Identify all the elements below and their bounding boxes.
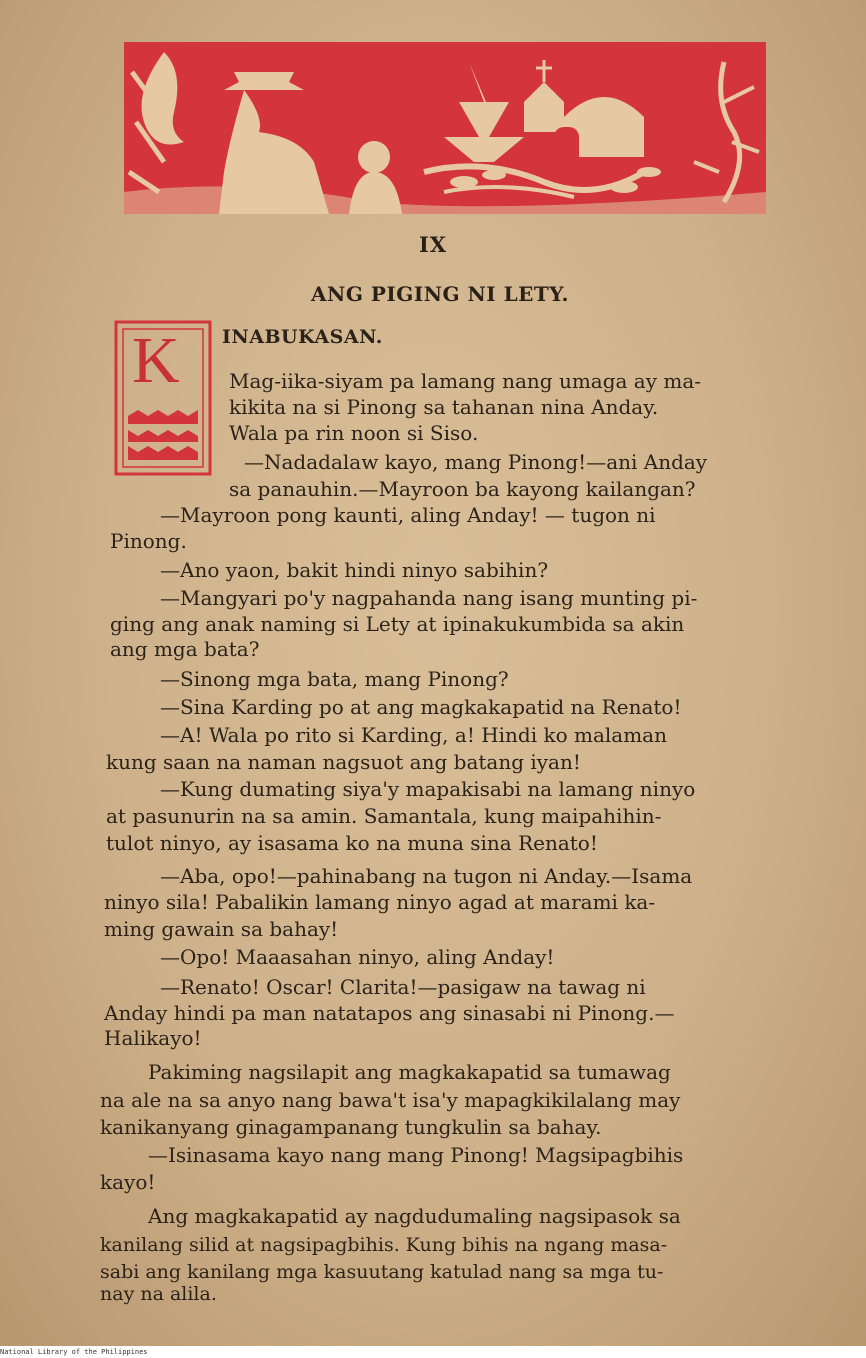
footer-credit: National Library of the Philippines (0, 1348, 148, 1356)
dropcap-letter: K (132, 324, 180, 397)
text-line: —A! Wala po rito si Karding, a! Hindi ko malaman (160, 723, 667, 747)
text-line: Anday hindi pa man natatapos ang sinasabi ni Pinong.— (104, 1001, 675, 1025)
text-line: Halikayo! (104, 1026, 202, 1050)
text-line: —Renato! Oscar! Clarita!—pasigaw na tawag ni (160, 975, 646, 999)
text-line: —Sinong mga bata, mang Pinong? (160, 667, 509, 691)
text-line: —Ano yaon, bakit hindi ninyo sabihin? (160, 558, 549, 582)
opening-word: INABUKASAN. (222, 326, 383, 348)
text-line: —Kung dumating siya'y mapakisabi na lamang ninyo (160, 777, 696, 801)
text-line: at pasunurin na sa amin. Samantala, kung maipahihin- (106, 804, 662, 828)
chapter-number: IX (418, 232, 448, 257)
text-line: —Sina Karding po at ang magkakapatid na Renato! (160, 695, 682, 719)
text-line: —Nadadalaw kayo, mang Pinong!—ani Anday (244, 450, 708, 474)
text-line: —Isinasama kayo nang mang Pinong! Magsipagbihis (148, 1143, 684, 1167)
text-line: —Opo! Maaasahan ninyo, aling Anday! (160, 945, 555, 969)
text-line: sabi ang kanilang mga kasuutang katulad nang sa mga tu- (100, 1261, 664, 1283)
text-line: Wala pa rin noon si Siso. (229, 421, 479, 445)
text-line: kanilang silid at nagsipagbihis. Kung bihis na ngang masa- (100, 1234, 668, 1256)
text-line: nay na alila. (100, 1283, 217, 1305)
chapter-header-illustration (124, 42, 766, 214)
text-line: ming gawain sa bahay! (104, 917, 339, 941)
text-line: na ale na sa anyo nang bawa't isa'y mapagkikilalang may (100, 1088, 681, 1112)
text-line: Mag-iika-siyam pa lamang nang umaga ay ma- (229, 369, 702, 393)
text-line: Pakiming nagsilapit ang magkakapatid sa tumawag (148, 1060, 671, 1084)
text-line: ging ang anak naming si Lety at ipinakukumbida sa akin (110, 612, 685, 636)
text-line: Ang magkakapatid ay nagdudumaling nagsipasok sa (148, 1204, 681, 1228)
text-line: —Mangyari po'y nagpahanda nang isang munting pi- (160, 586, 698, 610)
text-line: Pinong. (110, 529, 187, 553)
text-line: kanikanyang ginagampanang tungkulin sa bahay. (100, 1115, 602, 1139)
text-line: —Mayroon pong kaunti, aling Anday! — tugon ni (160, 503, 656, 527)
text-line: kikita na si Pinong sa tahanan nina Anday. (229, 395, 659, 419)
text-line: kayo! (100, 1170, 156, 1194)
text-line: kung saan na naman nagsuot ang batang iyan! (106, 750, 581, 774)
text-line: —Aba, opo!—pahinabang na tugon ni Anday.—Isama (160, 864, 693, 888)
text-line: tulot ninyo, ay isasama ko na muna sina Renato! (106, 831, 598, 855)
text-line: ang mga bata? (110, 637, 260, 661)
text-line: sa panauhin.—Mayroon ba kayong kailangan? (229, 477, 696, 501)
chapter-title: ANG PIGING NI LETY. (311, 282, 569, 306)
text-line: ninyo sila! Pabalikin lamang ninyo agad at marami ka- (104, 890, 656, 914)
